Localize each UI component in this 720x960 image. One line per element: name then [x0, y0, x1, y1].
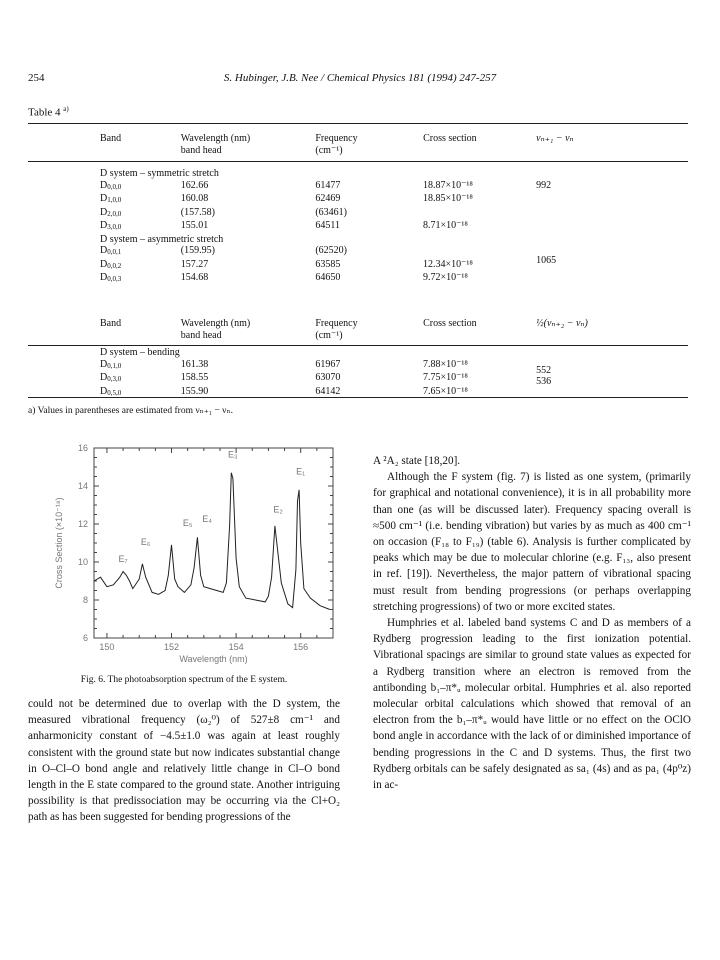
table-header [100, 133, 660, 156]
frequency-cell: 64142 [315, 385, 341, 397]
band-symbol: D [100, 358, 108, 370]
right-paragraph-2: Although the F system (fig. 7) is listed as one system, (primarily for graphical and notational convenience), it is in all probability more than one (as will be discussed later). Frequency spacing overall is ≈500 cm⁻¹ (i.e. bending vibration) but varies by as much as 400 cm⁻¹ on occasion (F₁₈ to F₁₉) (table 6). Analysis is further complicated by peaks which may be due to molecular chlorine (e.g. F₁₃, also present in ref. [19]). Nevertheless, the major pattern of vibrational spacing must result from bending progressions (or perhaps overlapping stretching progressions) of two or more excited states. [373, 471, 691, 613]
wavelength-cell: 155.90 [180, 385, 209, 397]
y-axis-label: Cross Section (×10⁻¹⁸) [54, 497, 64, 589]
spacing-cell [536, 245, 660, 286]
header-wavelength [181, 133, 316, 156]
band-symbol: D [100, 372, 108, 383]
peak-label: E₁ [296, 466, 306, 477]
band-subscript: 0,0,3 [107, 275, 122, 283]
spectrum-figure [48, 440, 348, 665]
frequency-cell: 62469 [315, 193, 341, 204]
cross-section-cell: 7.75×10⁻¹⁸ [423, 372, 468, 383]
peak-label: E₄ [202, 514, 212, 525]
band-subscript: 0,0,1 [107, 248, 122, 256]
x-tick-label: 156 [293, 642, 309, 652]
section-title: D system – asymmetric stretch [100, 233, 224, 245]
table-top-rule [28, 123, 688, 124]
table-row [100, 245, 660, 259]
x-tick-label: 154 [228, 642, 244, 652]
x-tick-label: 152 [163, 642, 180, 652]
y-tick-label: 16 [77, 443, 88, 453]
table-body-bending [100, 347, 660, 399]
spacing-cell [536, 180, 660, 234]
band-symbol: D [100, 245, 108, 256]
band-cell [100, 193, 181, 207]
header-band-head: band head [180, 144, 222, 156]
header-spacing-alt: ½(νₙ₊₂ − νₙ) [536, 318, 588, 329]
y-tick-label: 10 [77, 557, 88, 567]
band-symbol: D [100, 206, 108, 218]
right-paragraph-3: Humphries et al. labeled band systems C and D as members of a Rydberg progression leading to the first ionization potential. Vibrational spacings are similar to ground state values as expected for a Rydberg transition where an electron is removed from the antibonding b₁–π*ᵤ molecular orbital. Humphries et al. also reported molecular orbital calculations which showed that removal of an electron from the b₁–π*ᵤ would have little or no effect on the OClO bond angle in accordance with the lack of or diminished importance of bending progressions in the C and D systems. Thus, the first two Rydberg orbitals can be safely designated as sa₁ (4s) and as pa₁ (4p⁰z) in ac- [373, 617, 691, 792]
wavelength-cell: 161.38 [180, 358, 209, 370]
header-wavelength-text-repeat: Wavelength (nm) [180, 318, 251, 329]
wavelength-cell: 154.68 [180, 272, 209, 283]
peak-label: E₆ [140, 536, 151, 547]
band-cell [100, 372, 181, 386]
header-frequency-text-repeat: Frequency [315, 318, 358, 329]
page-number: 254 [28, 72, 45, 84]
header-wavelength-repeat [181, 318, 316, 341]
header-band-head-repeat: band head [180, 329, 222, 341]
frequency-cell: 61967 [315, 358, 341, 370]
cross-section-cell: 18.85×10⁻¹⁸ [423, 193, 473, 204]
right-paragraph-1: A ²A₂ state [18,20]. [373, 455, 461, 467]
frequency-cell: 64650 [315, 272, 341, 283]
left-column-text [28, 696, 340, 826]
band-cell [100, 272, 181, 286]
wavelength-cell: (159.95) [180, 245, 215, 256]
wavelength-cell: 157.27 [180, 258, 209, 270]
band-symbol: D [100, 193, 108, 204]
band-cell [100, 180, 181, 194]
header-frequency [315, 133, 423, 156]
band-symbol: D [100, 220, 108, 231]
header-frequency-text: Frequency [315, 133, 358, 144]
table-body-stretch [100, 168, 660, 286]
frequency-cell: (63461) [315, 206, 348, 218]
header-cross-section: Cross section [423, 133, 477, 144]
figure-caption: Fig. 6. The photoabsorption spectrum of the E system. [80, 675, 288, 685]
table-row [100, 180, 660, 194]
spacing-value: 536 [536, 376, 552, 387]
band-subscript: 0,3,0 [107, 375, 122, 383]
y-tick-label: 8 [82, 595, 88, 605]
band-symbol: D [100, 385, 108, 397]
band-subscript: 0,1,0 [107, 361, 122, 370]
section-title: D system – symmetric stretch [100, 168, 219, 179]
y-tick-label: 14 [77, 481, 88, 491]
right-column-text [373, 453, 691, 793]
band-cell [100, 259, 181, 273]
band-cell [100, 386, 181, 400]
frequency-cell: (62520) [315, 245, 348, 256]
band-cell [100, 220, 181, 234]
cross-section-cell: 12.34×10⁻¹⁸ [423, 258, 473, 270]
x-axis-label: Wavelength (nm) [179, 654, 248, 664]
band-subscript: 0,5,0 [107, 388, 122, 397]
frequency-cell: 63585 [315, 258, 341, 270]
spectrum-line [94, 473, 330, 610]
band-subscript: 3,0,0 [107, 223, 122, 231]
band-symbol: D [100, 272, 108, 283]
spacing-value: 1065 [536, 255, 557, 266]
spacing-cell [536, 359, 660, 400]
band-cell [100, 207, 181, 221]
peak-label: E₇ [118, 554, 128, 564]
header-band-repeat: Band [100, 318, 122, 329]
table-label-text: Table 4 [28, 106, 61, 119]
band-subscript: 2,0,0 [107, 209, 122, 218]
header-frequency-repeat [315, 318, 423, 341]
cross-section-cell: 7.88×10⁻¹⁸ [423, 358, 468, 370]
peak-label: E₅ [182, 517, 193, 528]
header-frequency-unit: (cm⁻¹) [315, 144, 343, 156]
band-symbol: D [100, 258, 108, 270]
header-wavelength-text: Wavelength (nm) [180, 133, 251, 144]
table-header-rule [28, 161, 688, 162]
wavelength-cell: 155.01 [180, 220, 209, 231]
band-subscript: 1,0,0 [107, 196, 122, 204]
band-symbol: D [100, 179, 108, 191]
frequency-cell: 63070 [315, 372, 341, 383]
y-tick-label: 12 [77, 519, 88, 529]
peak-label: E₃ [228, 449, 238, 460]
cross-section-cell [423, 207, 536, 221]
frequency-cell: 64511 [315, 220, 340, 231]
table-label-note: a) [63, 105, 69, 113]
wavelength-cell: 162.66 [180, 179, 209, 191]
frequency-cell: 61477 [315, 179, 341, 191]
cross-section-cell: 9.72×10⁻¹⁸ [423, 272, 468, 283]
header-frequency-unit-repeat: (cm⁻¹) [315, 329, 343, 341]
header-cross-section-repeat: Cross section [423, 318, 477, 329]
cross-section-cell: 8.71×10⁻¹⁸ [423, 220, 468, 231]
band-cell [100, 359, 181, 373]
spacing-value: 992 [536, 179, 552, 191]
running-header: S. Hubinger, J.B. Nee / Chemical Physics 181 (1994) 247-257 [223, 72, 497, 84]
cross-section-cell [423, 245, 536, 259]
peak-label: E₂ [273, 504, 283, 515]
table-footnote: a) Values in parentheses are estimated from νₙ₊₁ − νₙ. [28, 406, 233, 416]
x-tick-label: 150 [99, 642, 115, 652]
table-label [28, 105, 69, 119]
cross-section-cell: 18.87×10⁻¹⁸ [423, 179, 473, 191]
left-paragraph: could not be determined due to overlap with the D system, the measured vibrational frequency (ω₂⁰) of 527±8 cm⁻¹ and anharmonicity constant of −4.5±1.0 was again at least roughly consistent with the ground state but now indicates substantial change in O–Cl–O bond angle and relatively little change in Cl–O bond length in the E state compared to the ground state. Another intriguing possibility is that predissociation may be occurring via the Cl+O₂ path as has been suggested for bending progressions of the [28, 698, 340, 824]
header-band: Band [100, 133, 122, 144]
section-title: D system – bending [100, 347, 180, 358]
band-subscript: 0,0,0 [107, 182, 122, 191]
band-cell [100, 245, 181, 259]
header-spacing: νₙ₊₁ − νₙ [536, 133, 574, 144]
table-row [100, 359, 660, 373]
table-repeat-header [100, 318, 660, 341]
table-mid-rule [28, 345, 688, 346]
wavelength-cell: (157.58) [180, 206, 215, 218]
cross-section-cell: 7.65×10⁻¹⁸ [423, 385, 468, 397]
wavelength-cell: 158.55 [180, 372, 209, 383]
spacing-value: 552 [536, 364, 552, 376]
wavelength-cell: 160.08 [180, 193, 209, 204]
band-subscript: 0,0,2 [107, 261, 122, 270]
y-tick-label: 6 [82, 633, 88, 643]
